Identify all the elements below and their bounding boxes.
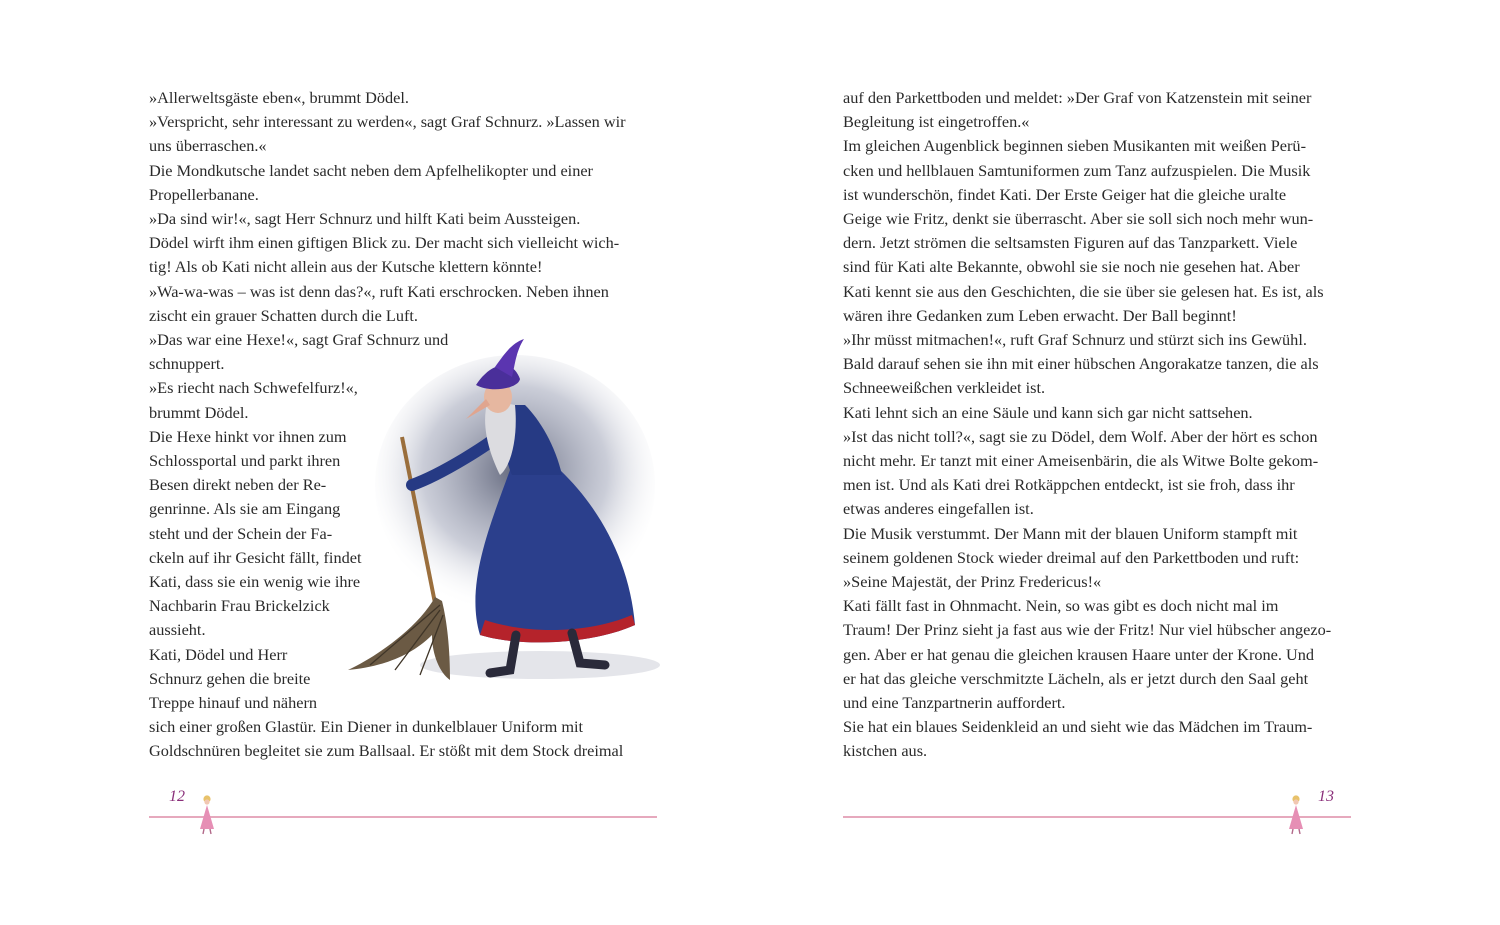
text-line: Schlossportal und parkt ihren xyxy=(149,451,341,470)
text-line: Dödel wirft ihm einen giftigen Blick zu. Der macht sich vielleicht wich- xyxy=(149,233,620,253)
text-line: Die Musik verstummt. Der Mann mit der blauen Uniform stampft mit xyxy=(843,523,1298,543)
text-line: »Seine Majestät, der Prinz Fredericus!« xyxy=(843,572,1102,591)
text-line: Besen direkt neben der Re- xyxy=(149,475,327,495)
text-line: »Das war eine Hexe!«, sagt Graf Schnurz und xyxy=(149,330,449,349)
text-line: genrinne. Als sie am Eingang xyxy=(149,499,341,519)
text-line: Im gleichen Augenblick beginnen sieben Musikanten mit weißen Perü- xyxy=(843,136,1306,156)
witch-with-broom-illustration xyxy=(340,335,660,685)
text-line: »Da sind wir!«, sagt Herr Schnurz und hilft Kati beim Aussteigen. xyxy=(149,209,581,228)
text-line: Schneeweißchen verkleidet ist. xyxy=(843,378,1046,398)
text-line: Kati fällt fast in Ohnmacht. Nein, so was gibt es doch nicht mal im xyxy=(843,596,1279,616)
text-line: er hat das gleiche verschmitzte Lächeln, als er jetzt durch den Saal geht xyxy=(843,668,1309,688)
text-line: etwas anderes eingefallen ist. xyxy=(843,499,1034,519)
princess-icon xyxy=(194,793,220,835)
text-line: gen. Aber er hat genau die gleichen krausen Haare unter der Krone. Und xyxy=(843,644,1315,664)
text-line: »Es riecht nach Schwefelfurz!«, xyxy=(149,378,358,398)
text-line: uns überraschen.« xyxy=(149,136,267,156)
footer-rule-right xyxy=(843,816,1351,818)
text-line: »Ihr müsst mitmachen!«, ruft Graf Schnurz und stürzt sich ins Gewühl. xyxy=(843,330,1307,349)
page-number-left: 12 xyxy=(169,788,185,805)
text-line: Sie hat ein blaues Seidenkleid an und sieht wie das Mädchen im Traum- xyxy=(843,717,1313,737)
text-line: ist wunderschön, findet Kati. Der Erste Geiger hat die gleiche uralte xyxy=(843,184,1287,204)
text-line: Kati kennt sie aus den Geschichten, die sie über sie gelesen hat. Es ist, als xyxy=(843,281,1324,301)
text-line: »Allerweltsgäste eben«, brummt Dödel. xyxy=(149,88,409,107)
text-line: Kati, Dödel und Herr xyxy=(149,644,288,664)
text-line: »Wa-wa-was – was ist denn das?«, ruft Kati erschrocken. Neben ihnen xyxy=(149,281,609,301)
text-line: Propellerbanane. xyxy=(149,184,259,204)
text-line: cken und hellblauen Samtuniformen zum Tanz aufzuspielen. Die Musik xyxy=(843,160,1311,180)
text-line: nicht mehr. Er tanzt mit einer Ameisenbärin, die als Witwe Bolte gekom- xyxy=(843,451,1319,470)
text-line: tig! Als ob Kati nicht allein aus der Kutsche klettern könnte! xyxy=(149,257,543,277)
text-line: Die Mondkutsche landet sacht neben dem Apfelhelikopter und einer xyxy=(149,160,593,180)
text-line: Schnurz gehen die breite xyxy=(149,668,311,688)
text-line: auf den Parkettboden und meldet: »Der Graf von Katzenstein mit seiner xyxy=(843,88,1312,107)
text-line: schnuppert. xyxy=(149,354,225,374)
text-line: »Verspricht, sehr interessant zu werden«, sagt Graf Schnurz. »Lassen wir xyxy=(149,112,626,132)
text-line: steht und der Schein der Fa- xyxy=(149,523,333,543)
text-line: Kati, dass sie ein wenig wie ihre xyxy=(149,572,361,591)
princess-icon xyxy=(1283,793,1309,835)
text-line: Nachbarin Frau Brickelzick xyxy=(149,596,330,616)
text-line: ckeln auf ihr Gesicht fällt, findet xyxy=(149,547,362,567)
text-line: Traum! Der Prinz sieht ja fast aus wie der Fritz! Nur viel hübscher angezo- xyxy=(843,620,1332,640)
text-line: sind für Kati alte Bekannte, obwohl sie sie noch nie gesehen hat. Aber xyxy=(843,257,1300,277)
text-line: Goldschnüren begleitet sie zum Ballsaal. Er stößt mit dem Stock dreimal xyxy=(149,741,624,761)
text-line: Begleitung ist eingetroffen.« xyxy=(843,112,1030,132)
text-line: kistchen aus. xyxy=(843,741,928,761)
text-line: aussieht. xyxy=(149,620,206,640)
text-line: Geige wie Fritz, denkt sie überrascht. Aber sie soll sich noch mehr wun- xyxy=(843,209,1314,228)
text-line: dern. Jetzt strömen die seltsamsten Figuren auf das Tanzparkett. Viele xyxy=(843,233,1298,253)
text-line: Die Hexe hinkt vor ihnen zum xyxy=(149,426,347,446)
footer-rule-left xyxy=(149,816,657,818)
text-line: und eine Tanzpartnerin auffordert. xyxy=(843,693,1066,712)
text-line: »Ist das nicht toll?«, sagt sie zu Dödel, dem Wolf. Aber der hört es schon xyxy=(843,426,1318,446)
text-line: sich einer großen Glastür. Ein Diener in dunkelblauer Uniform mit xyxy=(149,717,584,737)
text-line: men ist. Und als Kati drei Rotkäppchen entdeckt, ist sie froh, dass ihr xyxy=(843,475,1295,495)
text-line: wären ihre Gedanken zum Leben erwacht. Der Ball beginnt! xyxy=(843,305,1237,325)
text-line: seinem goldenen Stock wieder dreimal auf den Parkettboden und ruft: xyxy=(843,547,1300,567)
text-line: zischt ein grauer Schatten durch die Luft. xyxy=(149,305,418,325)
text-line: Treppe hinauf und nähern xyxy=(149,693,318,712)
text-line: Kati lehnt sich an eine Säule und kann sich gar nicht sattsehen. xyxy=(843,402,1253,422)
text-line: brummt Dödel. xyxy=(149,402,249,422)
page-number-right: 13 xyxy=(1318,788,1334,805)
text-line: Bald darauf sehen sie ihn mit einer hübschen Angorakatze tanzen, die als xyxy=(843,354,1319,374)
